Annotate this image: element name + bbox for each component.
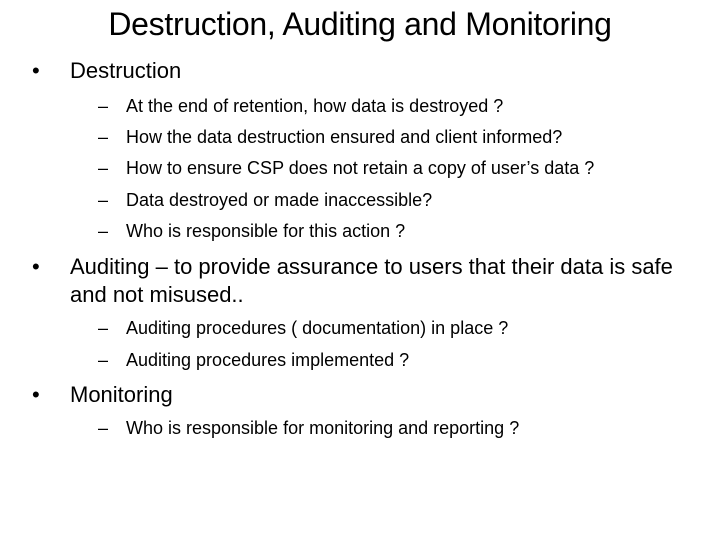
dash-icon: – [98, 190, 109, 210]
sub-bullet-text: Who is responsible for this action ? [126, 221, 406, 241]
bullet-icon: • [32, 58, 40, 83]
sub-bullet [98, 95, 698, 117]
dash-icon: – [98, 418, 109, 438]
dash-icon: – [98, 158, 109, 178]
bullet-auditing [32, 253, 702, 309]
sub-bullet [98, 317, 698, 339]
dash-icon: – [98, 350, 109, 370]
bullet-monitoring [32, 381, 702, 409]
bullet-heading: Monitoring [70, 382, 173, 407]
bullet-heading: Destruction [70, 58, 182, 83]
sub-bullet-text: Who is responsible for monitoring and reporting ? [126, 418, 520, 438]
bullet-destruction [32, 57, 702, 85]
sub-bullet [98, 220, 698, 242]
dash-icon: – [98, 127, 109, 147]
sub-bullet [98, 349, 698, 371]
dash-icon: – [98, 96, 109, 116]
sub-bullet-text: Auditing procedures implemented ? [126, 350, 410, 370]
sub-bullet [98, 189, 698, 211]
sub-bullet [98, 417, 698, 439]
dash-icon: – [98, 318, 109, 338]
bullet-heading: Auditing – to provide assurance to users that their data is safe and not misused.. [70, 254, 673, 307]
dash-icon: – [98, 221, 109, 241]
sub-bullet-text: At the end of retention, how data is destroyed ? [126, 96, 504, 116]
sub-bullet-text: Data destroyed or made inaccessible? [126, 190, 433, 210]
slide-title: Destruction, Auditing and Monitoring [108, 6, 612, 42]
bullet-icon: • [32, 382, 40, 407]
bullet-icon: • [32, 254, 40, 279]
sub-bullet-text: How the data destruction ensured and client informed? [126, 127, 563, 147]
sub-bullet-text: How to ensure CSP does not retain a copy of user’s data ? [126, 158, 595, 178]
sub-bullet [98, 126, 698, 148]
sub-bullet-text: Auditing procedures ( documentation) in place ? [126, 318, 509, 338]
sub-bullet [98, 157, 698, 179]
